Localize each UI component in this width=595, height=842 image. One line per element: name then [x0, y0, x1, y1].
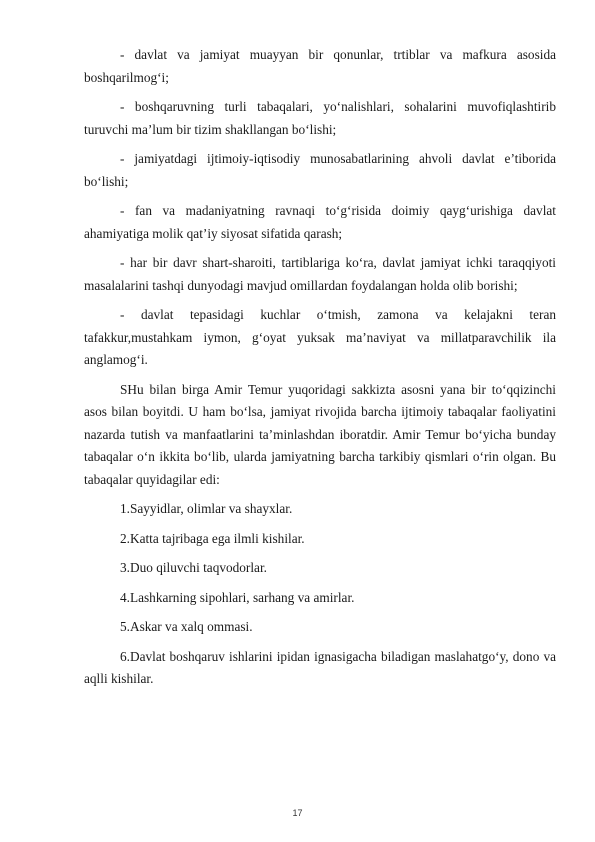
page-body [84, 44, 556, 698]
list-item-class-5: 5.Askar va xalq ommasi. [120, 619, 253, 634]
list-item-class-3: 3.Duo qiluvchi taqvodorlar. [120, 560, 267, 575]
list-item-class-2: 2.Katta tajribaga ega ilmli kishilar. [120, 530, 305, 546]
paragraph-ninth-principle: SHu bilan birga Amir Temur yuqoridagi sakkizta asosni yana bir to‘qqizinchi asos bilan boyitdi. U ham bo‘lsa, jamiyat rivojida barcha ijtimoiy tabaqalar faoliyatini nazarda tutish va manfaatlarini ta’minlashdan iboratdir. Amir Temur bo‘yicha bunday tabaqalar o‘n ikkita bo‘lib, ularda jamiyatning barcha tarkibiy qismlari o‘rin olgan. Bu tabaqalar quyidagilar edi: [84, 381, 556, 487]
page-number: 17 [292, 808, 303, 818]
list-item-class-1: 1.Sayyidlar, olimlar va shayxlar. [120, 501, 293, 516]
paragraph-condition-law-order: - davlat va jamiyat muayyan bir qonunlar, trtiblar va mafkura asosida boshqarilmog‘i; [84, 47, 556, 85]
paragraph-condition-leadership-vision: - davlat tepasidagi kuchlar o‘tmish, zamona va kelajakni teran tafakkur,mustahkam iymon, g‘oyat yuksak ma’naviyat va millatparavchilik ila anglamog‘i. [84, 307, 556, 367]
paragraph-condition-coordination-system: - boshqaruvning turli tabaqalari, yo‘nalishlari, sohalarini muvofiqlashtirib turuvchi ma’lum bir tizim shakllangan bo‘lishi; [84, 99, 556, 137]
paragraph-condition-internal-development: - har bir davr shart-sharoiti, tartiblariga ko‘ra, davlat jamiyat ichki taraqqiyoti masalalarini tashqi dunyodagi mavjud omillardan foydalangan holda olib borishi; [84, 255, 556, 293]
list-item-class-4: 4.Lashkarning sipohlari, sarhang va amirlar. [120, 589, 355, 605]
list-item-class-6: 6.Davlat boshqaruv ishlarini ipidan ignasigacha biladigan maslahatgo‘y, dono va aqlli kishilar. [84, 648, 556, 686]
paragraph-condition-science-culture: - fan va madaniyatning ravnaqi to‘g‘risida doimiy qayg‘urishiga davlat ahamiyatiga molik qat’iy siyosat sifatida qarash; [84, 203, 556, 241]
paragraph-condition-socioeconomic: - jamiyatdagi ijtimoiy-iqtisodiy munosabatlarining ahvoli davlat e’tiborida bo‘lishi; [84, 151, 556, 189]
